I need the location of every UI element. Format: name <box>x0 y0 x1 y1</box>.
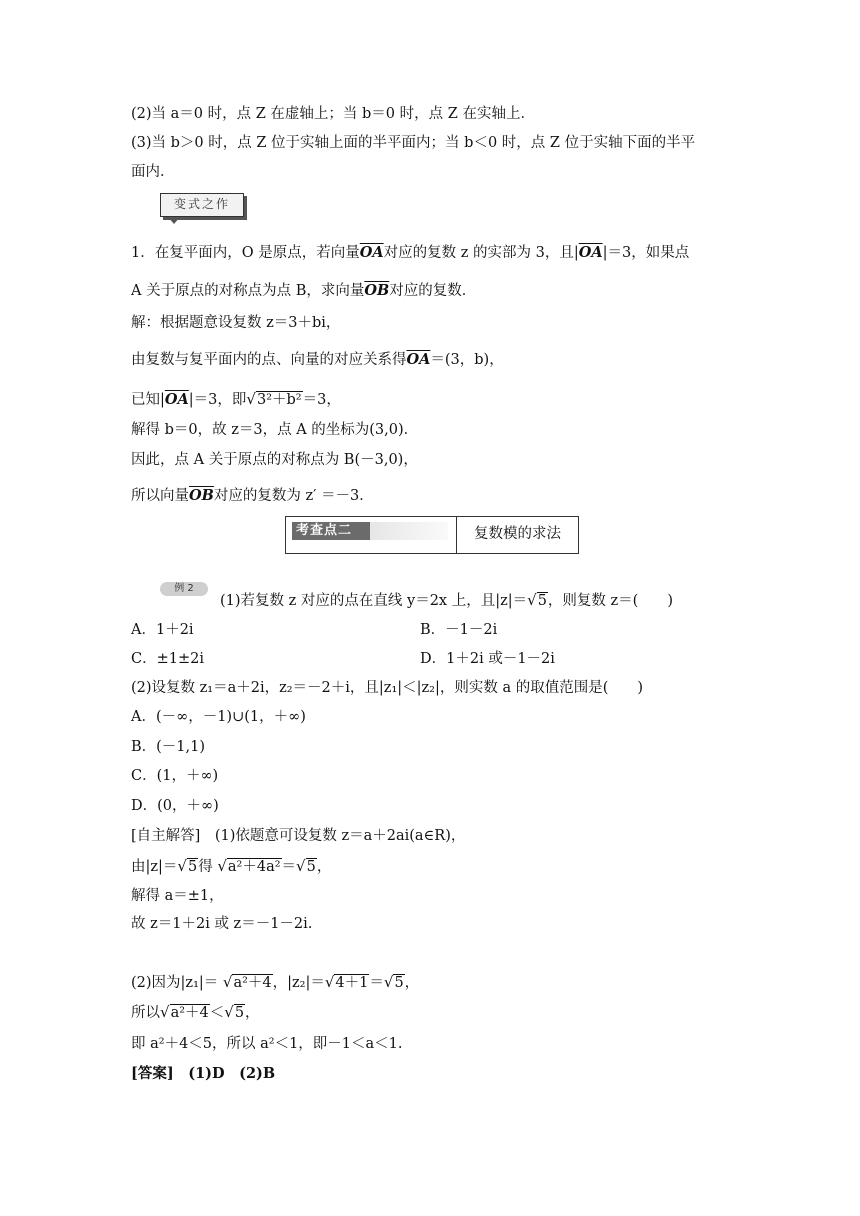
example-badge: 例 2 <box>160 582 208 596</box>
q2-option-b: B．(－1,1) <box>131 739 206 755</box>
example2-q2: (2)设复数 z₁＝a＋2i，z₂＝－2＋i，且|z₁|＜|z₂|，则实数 a 的取值范围是( ) <box>131 680 644 696</box>
kaocha-title: 复数模的求法 <box>474 526 561 542</box>
answer-final: [答案] (1)D (2)B <box>131 1065 276 1082</box>
q2-option-c: C．(1，＋∞) <box>131 768 219 784</box>
intro-line-1: (2)当 a＝0 时，点 Z 在虚轴上；当 b＝0 时，点 Z 在实轴上． <box>131 106 535 122</box>
solution1-line-5: 因此，点 A 关于原点的对称点为 B(－3,0)， <box>131 452 418 468</box>
sqrt-icon: √ <box>527 591 537 609</box>
answer-line-7: 即 a²＋4＜5，所以 a²＜1，即－1＜a＜1. <box>131 1036 403 1052</box>
vector-ob: $\overline{OB}$ <box>364 282 390 299</box>
banner-tail-icon <box>168 217 180 224</box>
option-d: D．1＋2i 或－1－2i <box>420 651 555 667</box>
problem1-line-1: 1．在复平面内，O 是原点，若向量$\overline{OA}$对应的复数 z 的实部为 3，且$|\overline{OA}|=3$，如果点 <box>131 244 690 261</box>
intro-line-2: (3)当 b＞0 时，点 Z 位于实轴上面的半平面内；当 b＜0 时，点 Z 位于实轴下面的半平 <box>131 135 696 151</box>
q2-option-d: D．(0，＋∞) <box>131 798 219 814</box>
answer-line-5: (2)因为|z₁|＝ √a²＋4，|z₂|＝√4＋1＝√5， <box>131 973 420 991</box>
answer-line-4: 故 z＝1＋2i 或 z＝－1－2i. <box>131 916 313 932</box>
solution1-line-2: 由复数与复平面内的点、向量的对应关系得$\overline{OA}=(3$，b)， <box>131 351 504 368</box>
variant-banner: 变式之作 <box>160 193 244 217</box>
kaocha-box <box>285 516 579 554</box>
vector-oa: $\overline{OA}$ <box>578 244 603 261</box>
solution1-line-1: 解：根据题意设复数 z＝3＋bi， <box>131 315 341 331</box>
option-b: B．－1－2i <box>420 622 498 638</box>
problem1-line-2: A 关于原点的对称点为点 B，求向量$\overline{OB}$对应的复数． <box>131 282 477 299</box>
kaocha-tag: 考查点二 <box>292 522 370 540</box>
q2-option-a: A．(－∞，－1)∪(1，＋∞) <box>131 709 306 725</box>
option-a: A．1＋2i <box>131 622 194 638</box>
solution1-line-4: 解得 b＝0，故 z＝3，点 A 的坐标为(3,0)． <box>131 422 419 438</box>
answer-line-2: 由|z|＝√5得 √a²＋4a²＝√5， <box>131 857 332 875</box>
answer-line-6: 所以√a²＋4＜√5， <box>131 1003 260 1021</box>
solution1-line-3: 已知$|\overline{OA}|=3$，即√3²＋b²＝3， <box>131 390 341 408</box>
answer-line-3: 解得 a＝±1， <box>131 888 224 904</box>
solution1-line-6: 所以向量$\overline{OB}$对应的复数为 z′ ＝－3． <box>131 487 374 504</box>
option-c: C．±1±2i <box>131 651 204 667</box>
sqrt-icon: √ <box>246 390 256 408</box>
intro-line-3: 面内． <box>131 164 175 180</box>
answer-line-1: [自主解答] (1)依题意可设复数 z＝a＋2ai(a∈R)， <box>131 828 466 844</box>
vector-oa: $\overline{OA}$ <box>359 244 384 261</box>
kaocha-stripe <box>370 522 448 540</box>
example2-q1: (1)若复数 z 对应的点在直线 y＝2x 上，且|z|＝√5，则复数 z＝( ) <box>220 591 673 609</box>
